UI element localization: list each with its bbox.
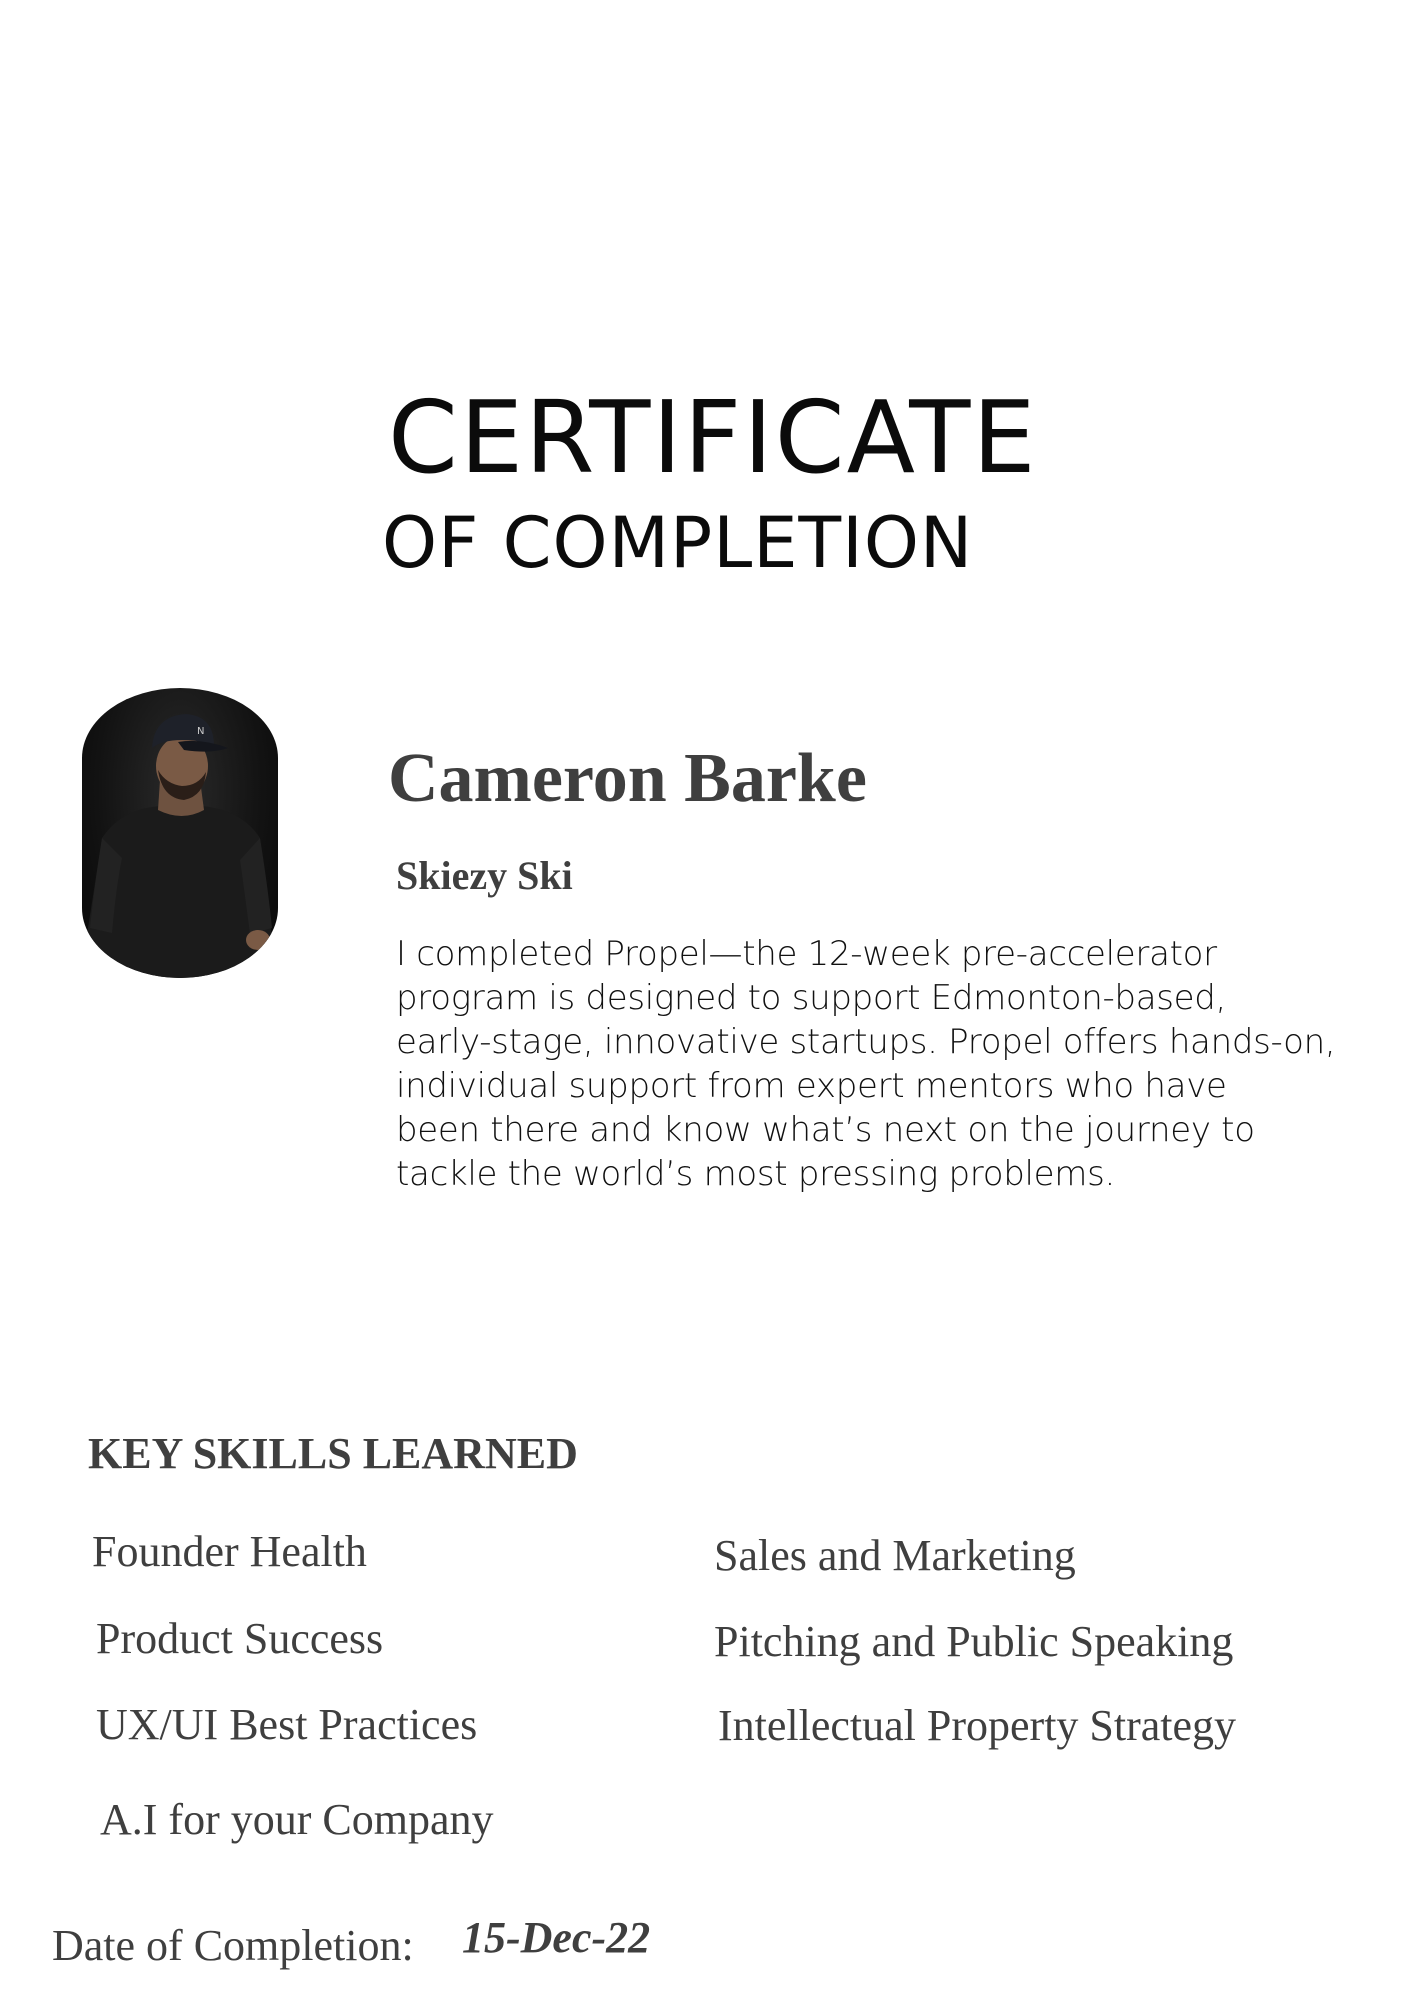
description-line: tackle the world’s most pressing problems. [396,1154,1116,1194]
description-line: individual support from expert mentors who have [396,1066,1227,1106]
skill-item: A.I for your Company [100,1795,494,1844]
skill-item: Pitching and Public Speaking [714,1617,1234,1666]
skills-heading: KEY SKILLS LEARNED [88,1429,578,1478]
recipient-photo [82,688,278,978]
skill-item: Product Success [96,1614,384,1663]
description-line: been there and know what’s next on the journey to [396,1110,1255,1150]
description-line: I completed Propel—the 12-week pre-accelerator [396,934,1217,974]
recipient-name: Cameron Barke [388,740,867,817]
completion-date-label: Date of Completion: [52,1921,414,1970]
recipient-company: Skiezy Ski [396,853,573,898]
description-line: early-stage, innovative startups. Propel offers hands-on, [396,1022,1336,1062]
skill-item: UX/UI Best Practices [96,1700,478,1749]
description-line: program is designed to support Edmonton-based, [396,978,1227,1018]
certificate-title: CERTIFICATE [388,379,1038,496]
person-portrait-icon [82,688,278,978]
skill-item: Intellectual Property Strategy [718,1701,1237,1750]
skill-item: Founder Health [92,1527,367,1576]
completion-date-value: 15-Dec-22 [462,1913,651,1962]
svg-text:N: N [197,726,205,737]
skill-item: Sales and Marketing [714,1531,1076,1580]
program-description [396,932,1396,1196]
certificate-subtitle: OF COMPLETION [382,502,974,584]
